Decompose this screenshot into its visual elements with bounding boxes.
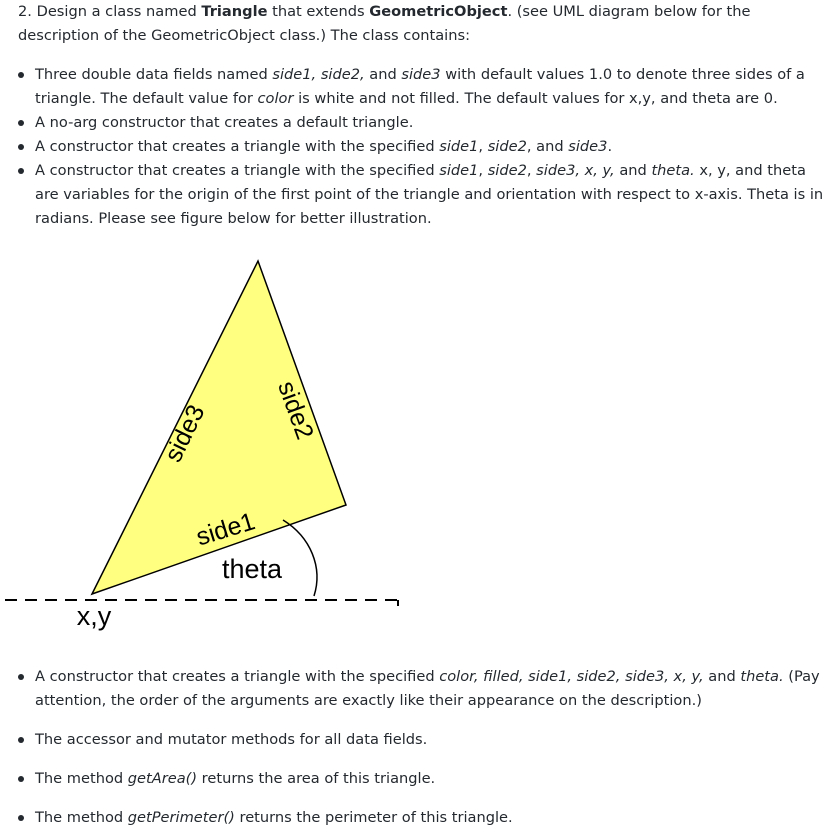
list-item: The accessor and mutator methods for all data fields. xyxy=(0,728,838,752)
problem-intro xyxy=(18,0,834,48)
parent-class-name: GeometricObject xyxy=(369,3,508,20)
intro-paragraph: 2. Design a class named Triangle that extends GeometricObject. (see UML diagram below for the description of the GeometricObject class.) The class contains: xyxy=(18,3,751,44)
triangle-figure xyxy=(0,255,420,640)
list-item: A constructor that creates a triangle with the specified color, filled, side1, side2, side3, x, y, and theta. (Pay attention, the order of the arguments are exactly like their appearance on the description.) xyxy=(0,665,838,713)
problem-number: 2. xyxy=(18,3,32,20)
requirements-list-bottom xyxy=(0,665,838,830)
requirements-list-top xyxy=(0,63,838,231)
side1-label: side1 xyxy=(192,507,259,552)
side2-label: side2 xyxy=(272,377,319,444)
theta-arc xyxy=(283,520,317,596)
list-item: Three double data fields named side1, side2, and side3 with default values 1.0 to denote three sides of a triangle. The default value for color is white and not filled. The default values for x,y, and theta are 0. xyxy=(0,63,838,111)
list-item: The method getPerimeter() returns the perimeter of this triangle. xyxy=(0,806,838,830)
triangle-diagram xyxy=(0,255,420,640)
list-item: The method getArea() returns the area of this triangle. xyxy=(0,767,838,791)
theta-label: theta xyxy=(221,554,283,584)
list-item: A no-arg constructor that creates a default triangle. xyxy=(0,111,838,135)
origin-label: x,y xyxy=(76,601,112,631)
side3-label: side3 xyxy=(159,400,211,467)
list-item: A constructor that creates a triangle with the specified side1, side2, side3, x, y, and theta. x, y, and theta are variables for the origin of the first point of the triangle and orientation with respect to x-axis. Theta is in radians. Please see figure below for better illustration. xyxy=(0,159,838,231)
class-name: Triangle xyxy=(201,3,268,20)
list-item: A constructor that creates a triangle with the specified side1, side2, and side3. xyxy=(0,135,838,159)
